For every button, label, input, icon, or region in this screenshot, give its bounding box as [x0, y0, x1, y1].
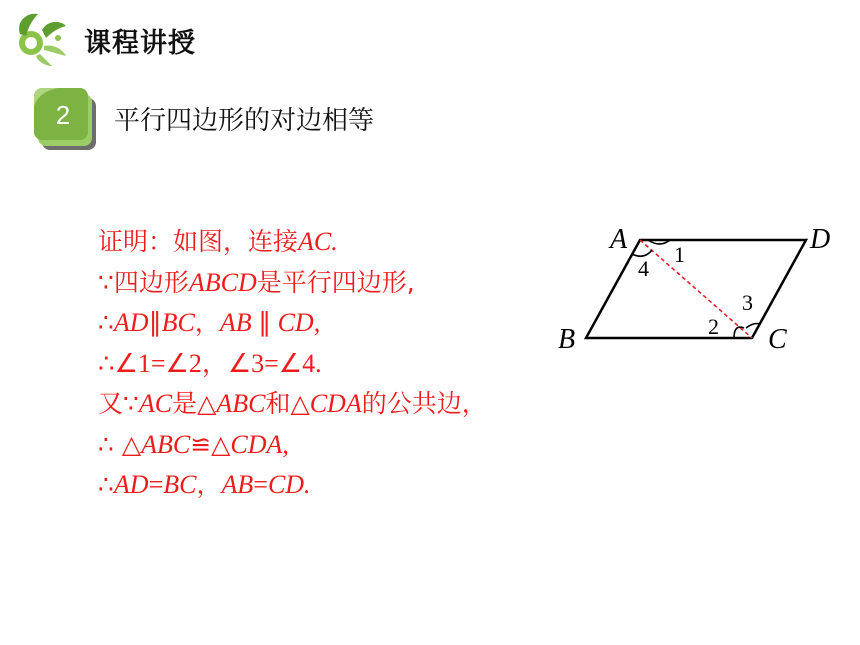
proof-line-3: ∴AD∥BC，AB ∥ CD, — [98, 308, 321, 337]
proof-line-7: ∴AD=BC，AB=CD. — [98, 470, 311, 499]
proof-line-5: 又∵AC是△ABC和△CDA的公共边， — [98, 389, 487, 418]
header-title: 课程讲授 — [84, 28, 196, 59]
proof-line-1: 证明：如图，连接AC. — [98, 227, 338, 256]
proof-line-6: ∴ △ABC≌△CDA, — [98, 429, 289, 459]
angle-label-2: 2 — [708, 314, 719, 339]
section-number-badge — [28, 84, 100, 152]
vertex-label-a: A — [610, 224, 628, 255]
vertex-label-c: C — [768, 324, 787, 355]
course-logo-icon — [8, 8, 70, 70]
section-title: 平行四边形的对边相等 — [114, 106, 375, 136]
angle-label-3: 3 — [742, 290, 753, 315]
angle-label-1: 1 — [674, 242, 685, 267]
parallelogram-figure — [548, 218, 848, 358]
angle-label-4: 4 — [638, 256, 649, 281]
vertex-label-d: D — [810, 224, 831, 255]
vertex-label-b: B — [558, 324, 576, 355]
proof-line-2: ∵四边形ABCD是平行四边形, — [98, 267, 415, 297]
proof-line-4: ∴∠1=∠2，∠3=∠4. — [98, 348, 322, 378]
section-number: 2 — [55, 100, 71, 130]
proof-block — [98, 222, 487, 506]
diagonal-ac — [640, 240, 752, 338]
